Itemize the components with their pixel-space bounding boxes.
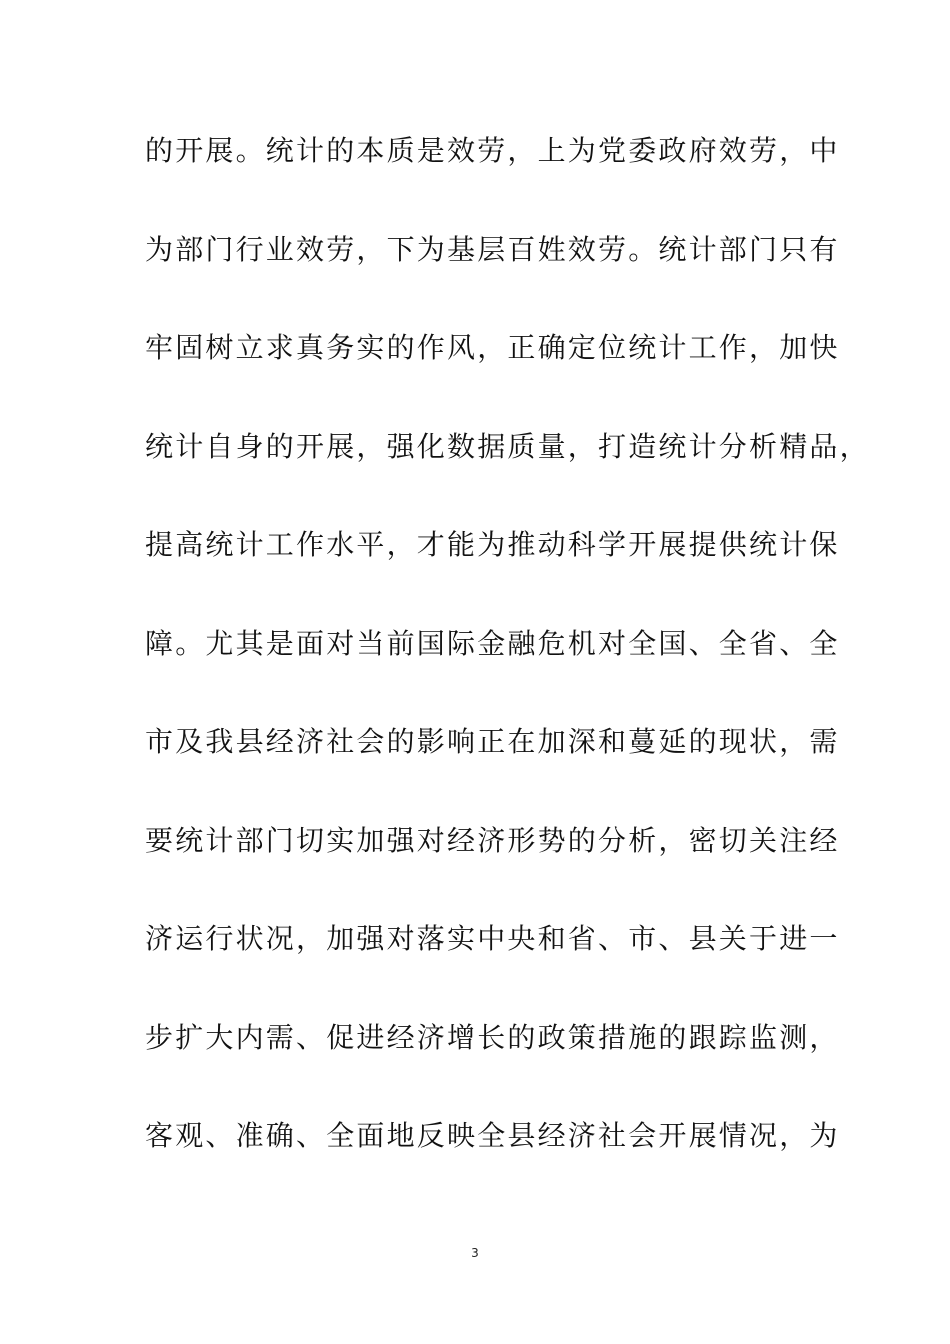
body-text (145, 125, 870, 1209)
text-line: 步扩大内需、促进经济增长的政策措施的跟踪监测， (145, 1020, 840, 1054)
text-line: 牢固树立求真务实的作风，正确定位统计工作，加快 (145, 331, 840, 364)
text-line: 要统计部门切实加强对经济形势的分析，密切关注经 (145, 823, 840, 857)
text-line: 市及我县经济社会的影响正在加深和蔓延的现状，需 (145, 725, 840, 758)
text-line: 统计自身的开展，强化数据质量，打造统计分析精品， (145, 429, 870, 463)
text-line: 障。尤其是面对当前国际金融危机对全国、全省、全 (145, 626, 840, 660)
text-line: 客观、准确、全面地反映全县经济社会开展情况，为 (145, 1119, 840, 1152)
page-number: 3 (471, 1246, 479, 1260)
text-line: 的开展。统计的本质是效劳，上为党委政府效劳，中 (145, 134, 840, 167)
text-line: 提高统计工作水平，才能为推动科学开展提供统计保 (145, 528, 840, 561)
text-line: 为部门行业效劳，下为基层百姓效劳。统计部门只有 (145, 232, 840, 266)
text-line: 济运行状况，加强对落实中央和省、市、县关于进一 (145, 922, 840, 955)
